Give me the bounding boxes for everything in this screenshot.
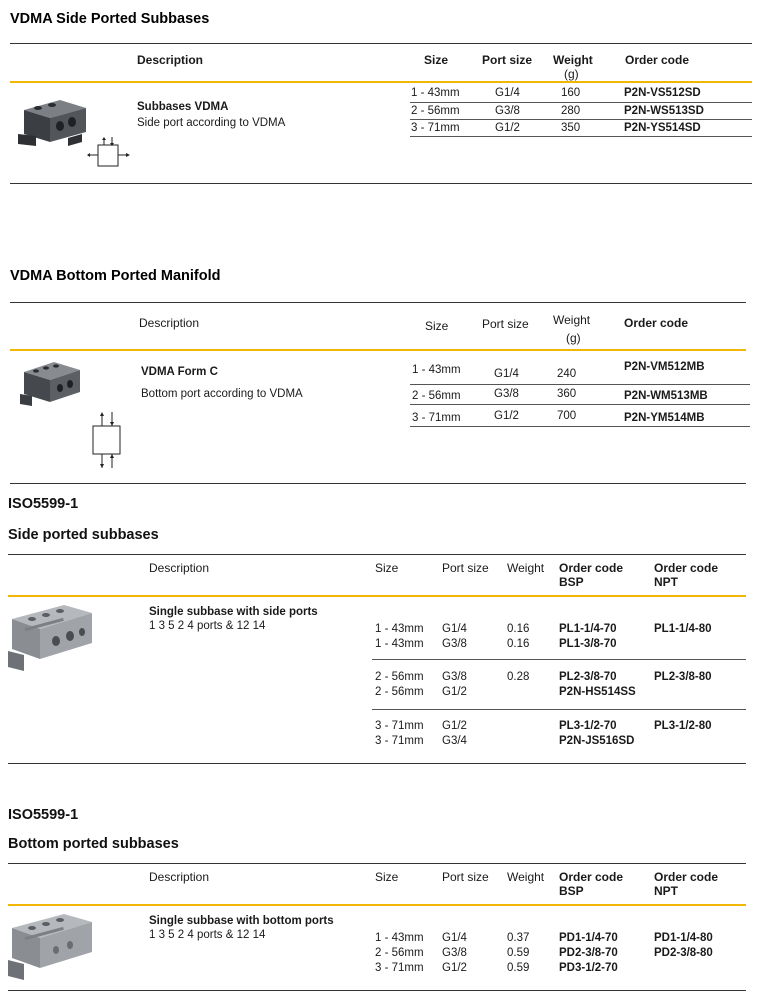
weight: 160 — [561, 87, 581, 99]
order-code: P2N-YS514SD — [624, 122, 701, 134]
order-code: P2N-WM513MB — [624, 390, 708, 402]
s2-row-divider — [410, 426, 750, 427]
weight: 0.28 — [507, 671, 530, 683]
s4-bottom-rule — [8, 990, 746, 991]
weight: 0.37 — [507, 932, 530, 944]
s3-header-order-code-npt: Order code NPT — [654, 561, 719, 589]
size: 3 - 71mm — [375, 720, 424, 732]
order-code: P2N-WS513SD — [624, 105, 704, 117]
size: 3 - 71mm — [375, 962, 424, 974]
s4-accent-rule — [8, 904, 746, 906]
port-size: G1/4 — [442, 623, 467, 635]
s2-product-image — [18, 360, 84, 416]
s1-row-divider — [410, 119, 752, 120]
s4-top-rule — [8, 863, 746, 864]
s1-row-divider — [410, 136, 752, 137]
order-code: P2N-VS512SD — [624, 87, 701, 99]
order-code: P2N-VM512MB — [624, 361, 705, 373]
s3-bottom-rule — [8, 763, 746, 764]
s2-title: VDMA Bottom Ported Manifold — [10, 268, 221, 284]
s2-header-weight: Weight — [553, 313, 591, 327]
s2-header-order-code: Order code — [624, 316, 689, 330]
s3-title: Side ported subbases — [8, 527, 159, 543]
size: 1 - 43mm — [375, 932, 424, 944]
s3-product-description: 1 3 5 2 4 ports & 12 14 — [149, 620, 266, 632]
s4-standard: ISO5599-1 — [8, 807, 79, 823]
s3-header-order-code-bsp: Order code BSP — [559, 561, 624, 589]
port-size: G1/2 — [442, 686, 467, 698]
size: 1 - 43mm — [375, 638, 424, 650]
s3-header-size: Size — [375, 561, 399, 575]
weight: 240 — [557, 368, 577, 380]
order-code-bsp: PL1-1/4-70 — [559, 623, 617, 635]
s1-row-divider — [410, 102, 752, 103]
size: 2 - 56mm — [412, 390, 461, 402]
s2-port-symbol — [88, 409, 128, 471]
s4-title: Bottom ported subbases — [8, 836, 179, 852]
order-code-bsp: PL2-3/8-70 — [559, 671, 617, 683]
order-code: P2N-YM514MB — [624, 412, 705, 424]
s3-standard: ISO5599-1 — [8, 496, 79, 512]
s2-row-divider — [410, 404, 750, 405]
port-size: G3/8 — [442, 947, 467, 959]
s1-bottom-rule — [10, 183, 752, 184]
s2-header-description: Description — [139, 316, 200, 330]
weight: 0.16 — [507, 623, 530, 635]
s1-top-rule — [10, 43, 752, 44]
port-size: G1/2 — [494, 410, 519, 422]
s2-accent-rule — [10, 349, 746, 351]
s1-port-symbol — [86, 136, 132, 170]
s4-header-order-code-npt: Order code NPT — [654, 870, 719, 898]
port-size: G1/2 — [495, 122, 520, 134]
s4-header-port-size: Port size — [442, 870, 489, 884]
s4-header-weight: Weight — [507, 870, 545, 884]
port-size: G1/4 — [495, 87, 520, 99]
weight: 350 — [561, 122, 581, 134]
order-code-npt: PL1-1/4-80 — [654, 623, 712, 635]
s4-product-name: Single subbase with bottom ports — [149, 915, 334, 927]
order-code-bsp: PL3-1/2-70 — [559, 720, 617, 732]
s3-group-divider — [372, 709, 746, 710]
weight: 0.59 — [507, 962, 530, 974]
size: 2 - 56mm — [411, 105, 460, 117]
s2-top-rule — [10, 302, 746, 303]
port-size: G1/4 — [494, 368, 519, 380]
s2-header-weight-unit: (g) — [566, 331, 581, 345]
size: 1 - 43mm — [412, 364, 461, 376]
s1-product-description: Side port according to VDMA — [137, 117, 286, 129]
order-code-npt: PL2-3/8-80 — [654, 671, 712, 683]
size: 2 - 56mm — [375, 947, 424, 959]
size: 3 - 71mm — [411, 122, 460, 134]
s2-header-port-size: Port size — [482, 317, 529, 331]
s1-accent-rule — [10, 81, 752, 83]
port-size: G3/8 — [442, 638, 467, 650]
s1-header-description: Description — [137, 53, 204, 67]
size: 3 - 71mm — [375, 735, 424, 747]
s3-header-weight: Weight — [507, 561, 545, 575]
port-size: G1/4 — [442, 932, 467, 944]
s1-product-image — [16, 96, 90, 160]
s3-header-port-size: Port size — [442, 561, 489, 575]
s4-product-description: 1 3 5 2 4 ports & 12 14 — [149, 929, 266, 941]
order-code-npt: PD2-3/8-80 — [654, 947, 713, 959]
s1-header-weight: Weight — [553, 53, 593, 67]
port-size: G3/8 — [442, 671, 467, 683]
s2-header-size: Size — [425, 319, 449, 333]
s2-bottom-rule — [10, 483, 746, 484]
order-code-npt: PD1-1/4-80 — [654, 932, 713, 944]
s1-product-name: Subbases VDMA — [137, 101, 229, 113]
s3-accent-rule — [8, 595, 746, 597]
order-code-bsp: P2N-HS514SS — [559, 686, 636, 698]
order-code-bsp: P2N-JS516SD — [559, 735, 635, 747]
weight: 280 — [561, 105, 581, 117]
port-size: G1/2 — [442, 720, 467, 732]
weight: 700 — [557, 410, 577, 422]
order-code-bsp: PL1-3/8-70 — [559, 638, 617, 650]
order-code-bsp: PD3-1/2-70 — [559, 962, 618, 974]
s4-header-size: Size — [375, 870, 399, 884]
size: 1 - 43mm — [411, 87, 460, 99]
s2-product-name: VDMA Form C — [141, 366, 218, 378]
s3-top-rule — [8, 554, 746, 555]
weight: 0.59 — [507, 947, 530, 959]
weight: 0.16 — [507, 638, 530, 650]
s3-product-name: Single subbase with side ports — [149, 606, 318, 618]
s3-header-description: Description — [149, 561, 210, 575]
s1-title: VDMA Side Ported Subbases — [10, 11, 210, 27]
s2-product-description: Bottom port according to VDMA — [141, 388, 303, 400]
s4-header-description: Description — [149, 870, 210, 884]
port-size: G1/2 — [442, 962, 467, 974]
weight: 360 — [557, 388, 577, 400]
size: 1 - 43mm — [375, 623, 424, 635]
order-code-npt: PL3-1/2-80 — [654, 720, 712, 732]
port-size: G3/8 — [495, 105, 520, 117]
size: 2 - 56mm — [375, 671, 424, 683]
order-code-bsp: PD1-1/4-70 — [559, 932, 618, 944]
s3-group-divider — [372, 659, 746, 660]
order-code-bsp: PD2-3/8-70 — [559, 947, 618, 959]
port-size: G3/4 — [442, 735, 467, 747]
s1-header-size: Size — [424, 53, 449, 67]
port-size: G3/8 — [494, 388, 519, 400]
s4-header-order-code-bsp: Order code BSP — [559, 870, 624, 898]
s1-header-weight-unit: (g) — [564, 67, 579, 81]
size: 2 - 56mm — [375, 686, 424, 698]
size: 3 - 71mm — [412, 412, 461, 424]
s4-product-image — [4, 910, 96, 986]
s1-header-port-size: Port size — [482, 53, 533, 67]
s2-row-divider — [410, 384, 750, 385]
s1-header-order-code: Order code — [625, 53, 690, 67]
s3-product-image — [4, 601, 96, 677]
